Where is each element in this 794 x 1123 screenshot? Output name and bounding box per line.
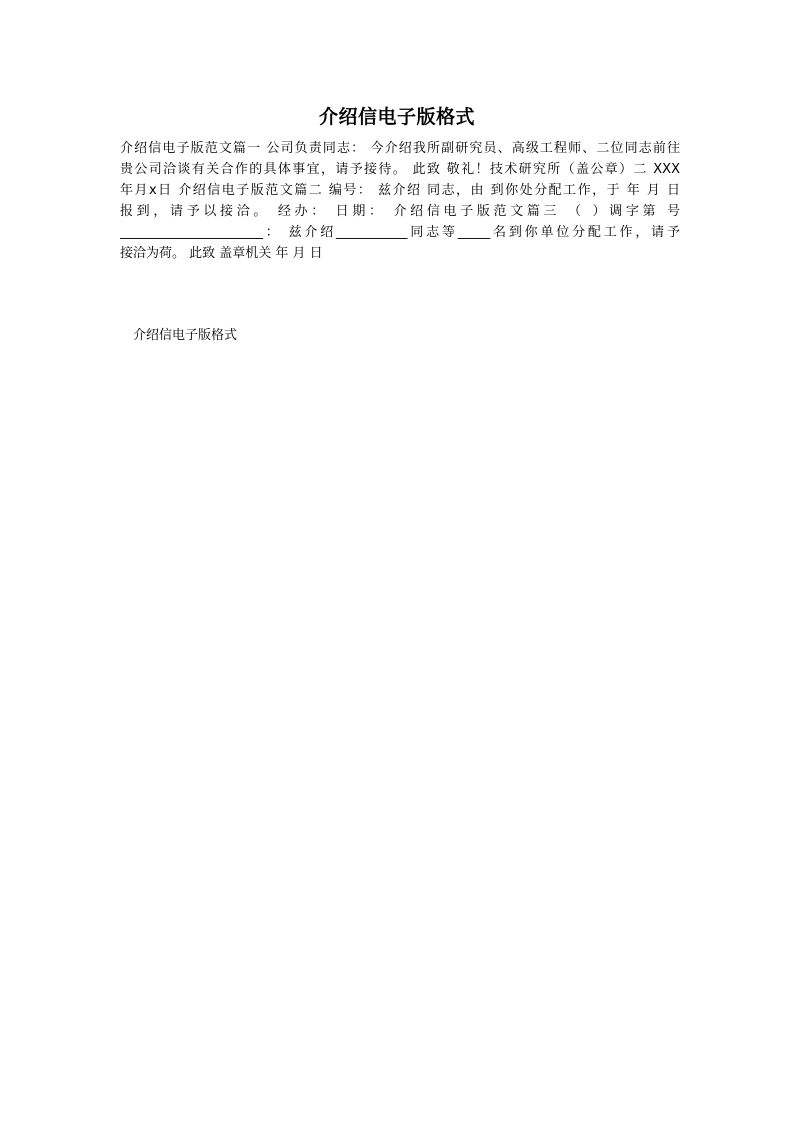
body-line: 接洽为荷。 此致 盖章机关 年 月 日 xyxy=(120,246,323,261)
body-line: 报到，请予以接洽。 经办： 日期： 介绍信电子版范文篇三 （ ）调字第 号 xyxy=(120,204,680,219)
footer-label: 介绍信电子版格式 xyxy=(133,328,238,343)
body-line: 贵公司洽谈有关合作的具体事宜，请予接待。 此致 敬礼！技术研究所（盖公章）二 XXX xyxy=(120,162,680,177)
body-line: ______________________： 兹介绍___________同志等_____名到你单位分配工作，请予 xyxy=(120,225,680,240)
document-body xyxy=(120,138,680,264)
body-line: 介绍信电子版范文篇一 公司负责同志： 今介绍我所副研究员、高级工程师、二位同志前往 xyxy=(120,141,680,156)
body-line: 年月x日 介绍信电子版范文篇二 编号： 兹介绍 同志，由 到你处分配工作，于 年 月 日 xyxy=(120,183,680,198)
document-title: 介绍信电子版格式 xyxy=(318,106,475,128)
